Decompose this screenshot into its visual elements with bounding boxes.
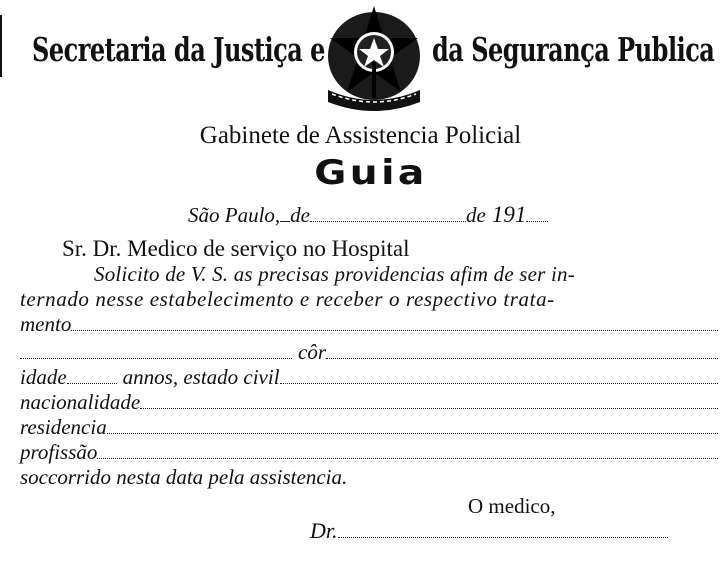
dr-label: Dr. [310,518,338,543]
city-label: São Paulo, [188,203,281,227]
profissao-line [20,440,718,465]
brazil-coat-of-arms-icon [322,2,426,114]
date-line [188,202,548,228]
patient-name-blank[interactable] [71,330,718,331]
profissao-blank[interactable] [97,458,718,459]
body-line-2: ternado nesse estabelecimento e receber o respectivo trata- [20,287,555,311]
signature-label: O medico, [468,494,556,518]
nacionalidade-blank[interactable] [140,408,718,409]
idade-label: idade [20,365,67,389]
date-de-2: de [466,203,486,227]
profissao-label: profissão [20,440,98,464]
cor-line [20,340,718,365]
mento-label: mento [20,312,72,336]
year-prefix: 191 [491,202,527,227]
left-margin-rule [0,15,2,77]
body-line-1: Solicito de V. S. as precisas providencias afim de ser in- [94,262,575,286]
closing-text: soccorrido nesta data pela assistencia. [20,465,348,489]
doctor-name-blank[interactable] [338,537,668,538]
residencia-label: residencia [20,415,107,439]
day-blank[interactable] [280,221,290,222]
annos-estado-label: annos, estado civil [122,365,280,389]
subtitle: Gabinete de Assistencia Policial [199,122,522,149]
header-left-text: Secretaria da Justiça e [32,30,325,70]
residencia-line [20,415,718,440]
cor-label: côr [298,340,326,364]
name-continuation-blank[interactable] [20,358,292,359]
document-title: Guia [314,153,428,193]
nacionalidade-label: nacionalidade [20,390,141,414]
residencia-blank[interactable] [107,433,718,434]
addressee: Sr. Dr. Medico de serviço no Hospital [62,236,410,261]
idade-blank[interactable] [67,383,117,384]
doctor-signature-line [310,518,668,544]
date-de-1: de [290,203,310,227]
idade-line [20,365,718,390]
cor-blank[interactable] [326,358,718,359]
year-blank[interactable] [526,221,548,222]
nacionalidade-line [20,390,718,415]
month-blank[interactable] [310,221,466,222]
estado-civil-blank[interactable] [280,383,718,384]
mento-line [20,312,718,337]
header-right-text: da Segurança Publica [432,30,715,70]
